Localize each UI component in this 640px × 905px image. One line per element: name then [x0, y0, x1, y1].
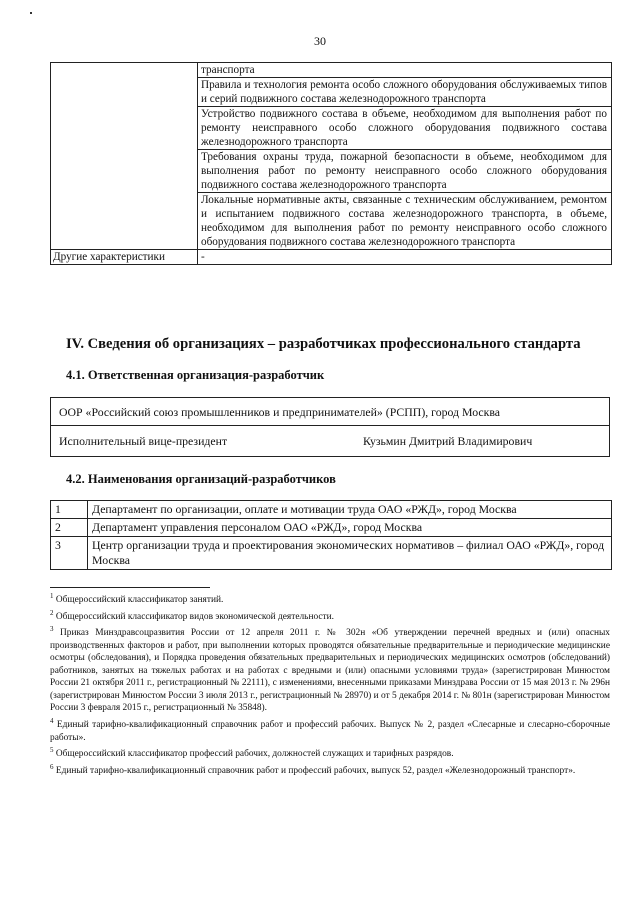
footnote-mark: 4 [50, 716, 54, 725]
subsection-heading-4-2: 4.2. Наименования организаций-разработчиков [66, 472, 336, 486]
footnote [50, 761, 610, 778]
page-number: 30 [314, 34, 326, 48]
footnote-mark: 5 [50, 746, 54, 754]
section-heading: IV. Сведения об организациях – разработчиках профессионального стандарта [66, 336, 581, 352]
footnote-mark: 1 [50, 592, 54, 600]
footnote-text: Общероссийский классификатор занятий. [53, 595, 224, 606]
footnote-mark: 6 [50, 762, 54, 771]
organization-name: ООР «Российский союз промышленников и предпринимателей» (РСПП), город Москва [59, 405, 501, 419]
table-row [51, 63, 612, 78]
table-cell-text: Устройство подвижного состава в объеме, необходимом для выполнения работ по ремонту неисправного особо сложного оборудования подвижного состава железнодорожного транспорта [198, 107, 612, 150]
organization-head [50, 426, 610, 457]
developer-name: Центр организации труда и проектирования экономических нормативов – филиал ОАО «РЖД», город Москва [88, 537, 612, 570]
table-row [51, 501, 612, 519]
footnote-text: Единый тарифно-квалификационный справочник работ и профессий рабочих, выпуск 52, раздел «Железнодорожный транспорт». [53, 765, 576, 776]
head-name: Кузьмин Дмитрий Владимирович [363, 434, 533, 448]
head-position: Исполнительный вице-президент [59, 434, 228, 448]
row-number: 3 [51, 537, 88, 570]
table-row [51, 519, 612, 537]
responsible-organization [50, 397, 610, 426]
developers-table [50, 500, 612, 570]
footnote-text: Приказ Минздравсоцразвития России от 12 апреля 2011 г. № 302н «Об утверждении перечней вредных и (или) опасных производственных факторов и работ, при выполнении которых проводятся обязательные предварительные и периодические медицинские осмотры (обследования), и Порядка проведения обязательных предварительных и периодических медицинских осмотров (обследований) работников, занятых на тяжелых работах и на работах с вредными и (или) опасными условиями труда» (зарегистрирован Минюстом России 21 октября 2011 г., регистрационный № 22111), с изменениями, внесенными приказами Минздрава России от 15 мая 2013 г. № 296н (зарегистрирован Минюстом России 3 июля 2013 г., регистрационный № 28970) и от 5 декабря 2014 г. № 801н (зарегистрирован Минюстом России 3 февраля 2015 г., регистрационный № 35848). [50, 628, 610, 714]
developer-name: Департамент управления персоналом ОАО «РЖД», город Москва [88, 519, 612, 537]
scan-dot [30, 12, 32, 14]
footnote-text: Общероссийский классификатор профессий рабочих, должностей служащих и тарифных разрядов. [53, 749, 454, 760]
footnotes [50, 590, 610, 777]
footnote-text: Общероссийский классификатор видов экономической деятельности. [53, 611, 335, 622]
subsection-heading-4-1: 4.1. Ответственная организация-разработчик [66, 368, 325, 382]
table-cell-text: Требования охраны труда, пожарной безопасности в объеме, необходимом для выполнения работ по ремонту неисправного особо сложного оборудования подвижного состава железнодорожного транспорта [198, 150, 612, 193]
table-row [51, 250, 612, 265]
footnote-separator [50, 587, 210, 588]
footnote [50, 715, 610, 744]
footnote-text: Единый тарифно-квалификационный справочник работ и профессий рабочих. Выпуск № 2, раздел «Слесарные и слесарно-сборочные работы». [50, 720, 610, 743]
other-characteristics-label: Другие характеристики [51, 250, 198, 265]
table-cell-empty [51, 63, 198, 250]
row-number: 2 [51, 519, 88, 537]
footnote [50, 607, 610, 624]
table-cell-text: Правила и технология ремонта особо сложного оборудования обслуживаемых типов и серий подвижного состава железнодорожного транспорта [198, 78, 612, 107]
table-cell-text: транспорта [198, 63, 612, 78]
footnote-mark: 2 [50, 608, 54, 617]
table-row [51, 537, 612, 570]
footnote [50, 744, 610, 761]
other-characteristics-value: - [198, 250, 612, 265]
footnote-mark: 3 [50, 625, 54, 634]
developer-name: Департамент по организации, оплате и мотивации труда ОАО «РЖД», город Москва [88, 501, 612, 519]
footnote [50, 590, 610, 607]
table-cell-text: Локальные нормативные акты, связанные с техническим обслуживанием, ремонтом и испытанием подвижного состава железнодорожного транспорта, в объеме, необходимом для выполнения работ по ремонту неисправного особо сложного оборудования подвижного состава железнодорожного транспорта [198, 193, 612, 250]
qualification-table [50, 62, 612, 265]
row-number: 1 [51, 501, 88, 519]
footnote [50, 623, 610, 715]
